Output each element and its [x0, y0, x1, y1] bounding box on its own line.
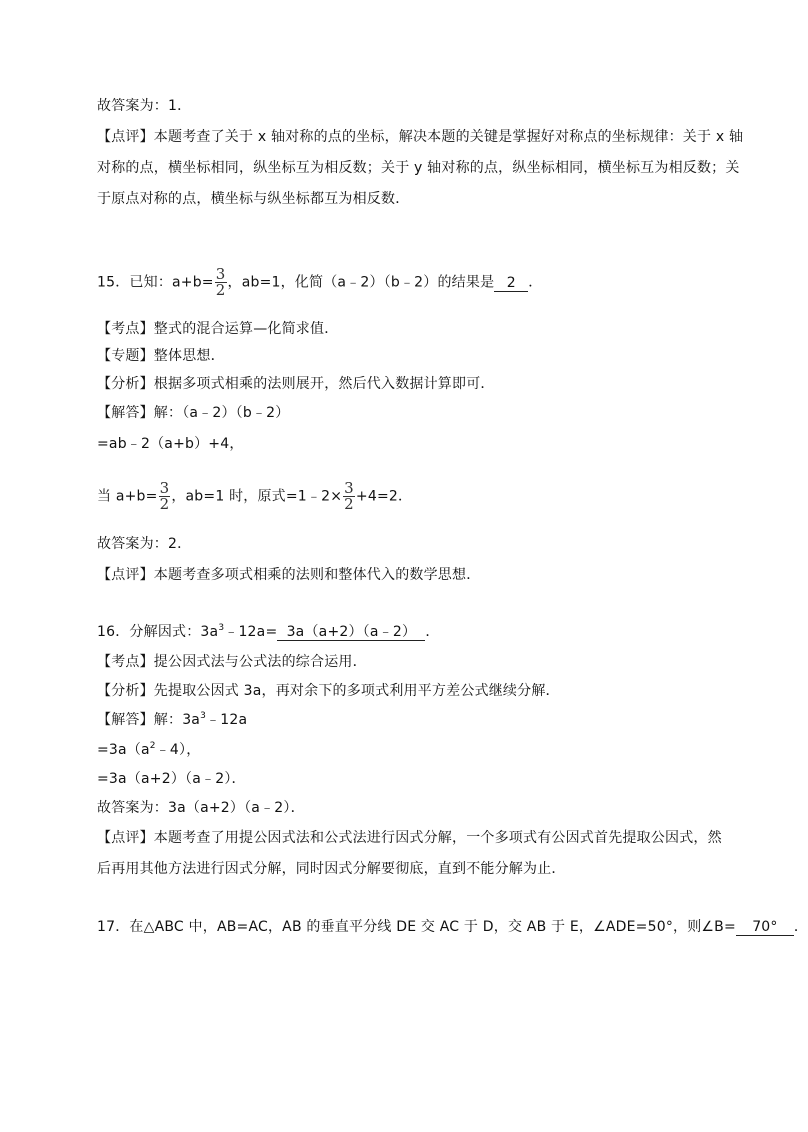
q15-jieda: 【解答】解：（a﹣2）（b﹣2）: [97, 405, 290, 421]
q16-exponent: 3: [218, 623, 225, 633]
q16-stem-prefix: 16．分解因式：3a: [97, 624, 219, 640]
q16-stem: [97, 622, 440, 642]
q15-stem-middle: ，ab=1，化简（a﹣2）（b﹣2）的结果是: [227, 274, 495, 291]
q16-stem-middle: ﹣12a=: [224, 624, 278, 640]
q15-substitution: [97, 479, 413, 513]
q15-zhuanti: 【专题】整体思想．: [97, 348, 225, 364]
q16-review-line-1: 【点评】本题考查了用提公因式法和公式法进行因式分解，一个多项式有公因式首先提取公因式，然: [97, 830, 722, 846]
q15-fraction-numerator: 3: [215, 265, 226, 283]
q16-step-1-prefix: =3a（a: [97, 742, 150, 758]
q15-review: 【点评】本题考查多项式相乘的法则和整体代入的数学思想．: [97, 567, 481, 583]
q17-answer-blank: 70°: [736, 919, 794, 936]
q16-answer-blank: 3a（a+2）（a﹣2）: [277, 624, 425, 641]
q16-step-1-exponent: 2: [149, 741, 156, 751]
q17-stem-end: ．: [793, 919, 808, 935]
q15-calc-fraction-numerator: 3: [344, 479, 354, 497]
q14-review-line-2: 对称的点，横坐标相同，纵坐标互为相反数；关于 y 轴对称的点，纵坐标相同，横坐标互为相反数；关: [97, 160, 740, 176]
q16-stem-end: ．: [425, 624, 440, 640]
q15-calc-fraction: [343, 479, 355, 513]
q15-step-1: =ab﹣2（a+b）+4，: [97, 436, 244, 452]
q16-step-2: =3a（a+2）（a﹣2）．: [97, 771, 246, 787]
q15-when-fraction: [159, 479, 171, 513]
q16-jieda-prefix: 【解答】解：3a: [97, 712, 201, 728]
q17-stem-text: 17．在△ABC 中，AB=AC，AB 的垂直平分线 DE 交 AC 于 D，交 AB 于 E，∠ADE=50°，则∠B=: [97, 919, 736, 935]
q16-step-1-suffix: ﹣4），: [155, 742, 201, 758]
q15-stem: [97, 265, 543, 299]
q15-when-fraction-denominator: 2: [159, 495, 170, 513]
q16-step-1: [97, 740, 200, 760]
q15-kaodian: 【考点】整式的混合运算—化简求值．: [97, 321, 339, 337]
q14-review-line-3: 于原点对称的点，横坐标与纵坐标都互为相反数．: [97, 191, 410, 207]
q15-fenxi: 【分析】根据多项式相乘的法则展开，然后代入数据计算即可．: [97, 376, 495, 392]
q15-when-end: +4=2．: [355, 488, 413, 505]
q16-fenxi: 【分析】先提取公因式 3a，再对余下的多项式利用平方差公式继续分解．: [97, 683, 560, 699]
q15-when-fraction-numerator: 3: [159, 479, 170, 497]
q16-kaodian: 【考点】提公因式法与公式法的综合运用．: [97, 654, 367, 670]
q15-when-middle: ，ab=1 时，原式=1﹣2×: [171, 488, 343, 505]
q16-review-line-2: 后再用其他方法进行因式分解，同时因式分解要彻底，直到不能分解为止．: [97, 861, 566, 877]
q14-answer-line: 故答案为：1．: [97, 98, 192, 114]
q15-calc-fraction-denominator: 2: [344, 495, 354, 513]
q15-answer-line: 故答案为：2．: [97, 536, 192, 552]
q16-answer-line: 故答案为：3a（a+2）（a﹣2）．: [97, 800, 305, 816]
q16-jieda: [97, 710, 247, 730]
q15-stem-end: ．: [528, 274, 543, 291]
q15-when-prefix: 当 a+b=: [97, 488, 158, 505]
q17-stem: [97, 917, 808, 937]
q16-jieda-suffix: ﹣12a: [206, 712, 248, 728]
q16-jieda-exponent: 3: [200, 711, 207, 721]
q15-fraction: [215, 265, 227, 299]
q14-review-line-1: 【点评】本题考查了关于 x 轴对称的点的坐标，解决本题的关键是掌握好对称点的坐标规律：关于 x 轴: [97, 129, 744, 145]
q15-stem-prefix: 15．已知：a+b=: [97, 274, 214, 291]
q15-answer-blank: 2: [494, 275, 528, 292]
q15-fraction-denominator: 2: [215, 281, 226, 299]
